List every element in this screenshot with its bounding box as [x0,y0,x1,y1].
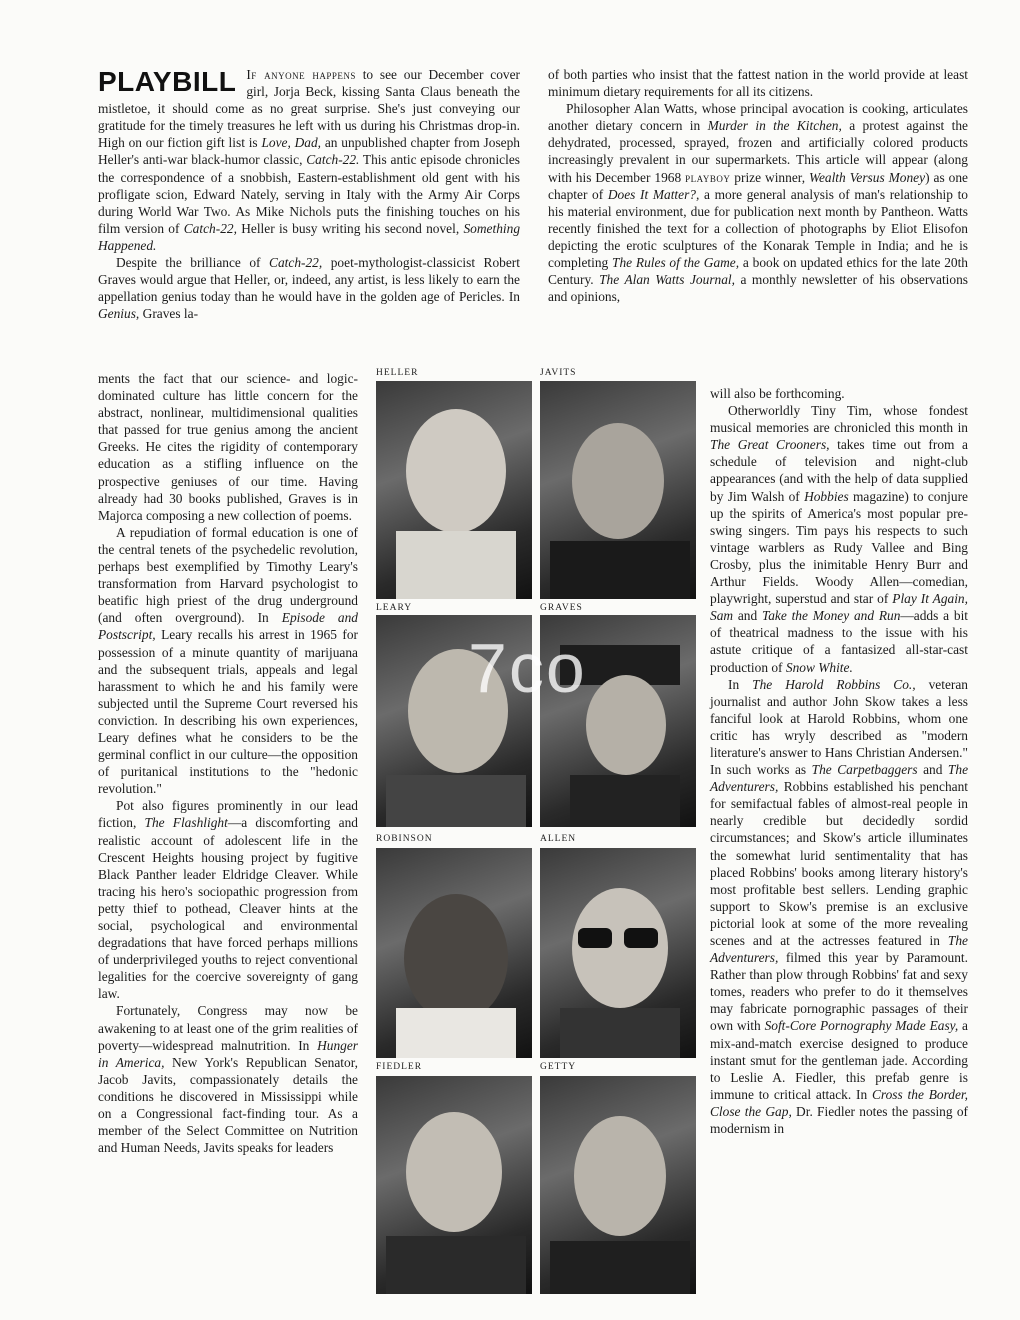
portrait-photo-javits [540,381,696,599]
text-run: —a discomforting and realistic account of adolescent life in the Crescent Heights housing project by fugitive Black Panther leader Eldridge Cleaver. While tracing his hero's sociopathic progression from petty thief to pothead, Cleaver hints at the social, psychological and environmental degradations that have forced perhaps millions of underprivileged youths to reject conventional legalities for the coercive sovereignty of gang law. [98,815,358,1002]
text-run: prize winner, [730,169,810,185]
text-run: Fortunately, Congress may now be awakening to at least one of the grim realities of poverty—widespread malnutrition. In [98,1003,358,1053]
text-run: to see our December cover girl, Jorja Beck, kissing Santa Claus beneath the mistletoe, it should come as no great surprise. She's just conveying our gratitude for the timely treasures he left with us during his Christmas drop-in. High on our fiction gift list is [98,67,520,151]
photo-label-robinson: ROBINSON [376,834,433,844]
small-caps-run: playboy [685,169,731,185]
italic-title: Genius, [98,306,140,322]
italic-title: Catch-22. [306,152,360,168]
italic-title: Cross the Border, Close the Gap, [710,1086,968,1119]
paragraph-tiny-tim [710,402,968,676]
intro-text-block [98,66,520,322]
photo-label-heller: HELLER [376,368,419,378]
portrait-photo-allen [540,848,696,1058]
italic-title: Something Happened. [98,220,521,253]
italic-title: The Great Crooners, [710,437,830,453]
text-run: A repudiation of formal education is one of the central tenets of the psychedelic revolution, perhaps best exemplified by Timothy Leary's transformation from Harvard psychologist to beatific high priest of the drug underground (and often overground). In [98,524,358,626]
italic-title: The Flashlight [144,815,228,831]
photo-label-allen: ALLEN [540,834,577,844]
italic-title: Snow White. [785,659,853,675]
text-run: magazine) to conjure up the spirits of America's most popular pre-swing singers. Tim pays his respects to such vintage warblers as Rudy Vallee and Bing Crosby, plus the inimitable Henry Burr and Arthur Fields. Woody Allen—comedian, playwright, superstud and star of [710,488,968,607]
lead-in-caps: If anyone happens [246,67,356,82]
text-run: a mix-and-match exercise designed to produce instant smut for the gentleman jade. According to Leslie A. Fiedler, this prefab genre is immune to critical attack. In [710,1018,968,1102]
text-run: —adds a bit of theatrical madness to the issue with his astute critique of a fantasized all-star-cast production of [710,608,969,675]
italic-title: Episode and Postscript, [98,610,358,643]
text-run: Leary recalls his arrest in 1965 for possession of a minute quantity of marijuana and the subsequent trials, appeals and legal harassment to which he and his family were subjected until the Supreme Court reversed his conviction. In describing his own experiences, Leary defines what he considers to be the germinal conflict in our culture—the opposition of puritanical institutions to the "hedonic revolution." [98,627,358,797]
text-run: Robbins established his penchant for semifactual fables of almost-real people in nearly credible but decidedly sordid circumstances; and Skow's article illuminates the somewhat lurid sentimentality that has placed Robbins' books among literary history's most profitable best sellers. Lending graphic support to Skow's premise is an exclusive pictorial look at some of the more revealing scenes and at the actresses featured in [710,779,968,948]
text-run: Despite the brilliance of [116,255,270,271]
italic-title: Wealth Versus Money [809,169,926,185]
italic-title: Take the Money and Run [761,608,901,624]
italic-title: The Alan Watts Journal, [599,272,735,288]
portrait-photo-graves [540,615,696,827]
text-run: veteran journalist and author John Skow takes a less fanciful look at Harold Robbins, whom one critic has wryly described as "modern literature's answer to Hans Christian Andersen." In such works as [710,676,968,778]
paragraph-leary [98,524,358,798]
paragraph-graves-cont: ments the fact that our science- and logic-dominated culture has little concern for the abstract, nonlinear, multidimensional qualities that passed for true genius among the ancient Greeks. He cites the rigidity of contemporary education as a stifling influence on the prospective geniuses of our time. Having already had 30 books published, Graves is in Majorca composing a new collection of poems. [98,371,358,523]
text-run: Philosopher Alan Watts, whose principal avocation is cooking, articulates another dietary concern in [548,101,968,134]
italic-title: The Rules of the Game, [612,255,740,271]
italic-title: Hobbies [804,488,849,504]
text-run: and [917,762,948,778]
portrait-photo-robinson [376,848,532,1058]
portrait-photo-getty [540,1076,696,1294]
text-run: In [728,676,753,692]
italic-title: Does It Matter?, [607,186,700,202]
left-narrow-column [98,370,358,1156]
text-run: a protest against the dehydrated, processed, sprayed, frozen and artificially colored products increasingly prevalent in our supermarkets. This article will appear (along with his December 1968 [548,118,968,185]
italic-title: Catch-22, [269,255,323,271]
text-run: Dr. Fiedler notes the passing of modernism in [710,1103,968,1137]
paragraph-graves [98,254,520,322]
text-run: an unpublished chapter from Joseph Heller's anti-war black-humor classic, [98,135,521,168]
photo-label-graves: GRAVES [540,603,583,613]
text-run: poet-mythologist-classicist Robert Graves would argue that Heller, or, indeed, any artist, is less likely to earn the appellation genius today than he would have in the golden age of Pericles. In [98,255,520,305]
text-run: takes time out from a schedule of television and night-club appearances (and with the help of data supplied by Jim Walsh of [710,437,968,504]
paragraph-robbins [710,676,968,1138]
italic-title: The Adventurers, [710,933,968,966]
italic-title: The Adventurers, [710,762,969,795]
text-run: Heller is busy writing his second novel, [236,220,464,236]
paragraph-cleaver [98,797,358,1002]
paragraph-javits [98,1002,358,1156]
photo-label-leary: LEARY [376,603,413,613]
paragraph-javits-cont: of both parties who insist that the fattest nation in the world provide at least minimum dietary requirements for all its citizens. [548,67,968,100]
text-run: a book on updated ethics for the late 20th Century. [548,255,968,288]
italic-title: Murder in the Kitchen, [707,118,842,134]
photo-label-getty: GETTY [540,1062,577,1072]
text-run: New York's Republican Senator, Jacob Javits, compassionately details the conditions he discovered in Mississippi while on a Congressional fact-finding tour. As a member of the Select Committee on Nutrition and Human Needs, Javits speaks for leaders [98,1054,358,1156]
playbill-masthead: PLAYBILL [98,66,237,97]
watermark: 7co [468,629,587,707]
italic-title: Soft-Core Pornography Made Easy, [764,1018,959,1034]
italic-title: Hunger in America, [98,1037,358,1070]
photo-label-javits: JAVITS [540,368,577,378]
text-run: and [733,608,762,624]
portrait-photo-heller [376,381,532,599]
right-wide-column [548,66,968,305]
italic-title: The Carpetbaggers [811,762,918,778]
text-run: Otherworldly Tiny Tim, whose fondest musical memories are chronicled this month in [710,403,968,436]
italic-title: Love, Dad, [261,135,322,151]
text-run: filmed this year by Paramount. Rather than plow through Robbins' fat and sexy tomes, readers who prefer to do it themselves may fabricate pornographic passages of their own with [710,950,968,1034]
right-narrow-column [710,385,968,1137]
portrait-photo-fiedler [376,1076,532,1294]
paragraph-watts [548,100,968,305]
italic-title: Play It Again, Sam [710,591,968,624]
portrait-photo-leary [376,615,532,827]
text-run: Graves la- [139,306,199,322]
italic-title: Catch-22, [183,220,237,236]
paragraph-watts-cont: will also be forthcoming. [710,386,845,401]
text-run: a monthly newsletter of his observations and opinions, [548,272,968,305]
text-run: a more general analysis of man's relationship to his material environment, due for publication next month by Pantheon. Watts recently finished the text for a collection of photographs by Eliot Elisofon depicting the erotic sculptures of the Konarak Temple in India; and he is completing [548,186,968,271]
text-run: Pot also figures prominently in our lead fiction, [98,798,358,831]
photo-label-fiedler: FIEDLER [376,1062,423,1072]
italic-title: The Harold Robbins Co., [752,676,916,692]
text-run: ) as one chapter of [548,169,968,202]
text-run: This antic episode chronicles the correspondence of a snobbish, Eastern-establishment old gent with his profligate scion, Edward Nately, serving in Italy with the Army Air Corps during World War Two. As Mike Nichols puts the finishing touches on his film version of [98,152,520,236]
